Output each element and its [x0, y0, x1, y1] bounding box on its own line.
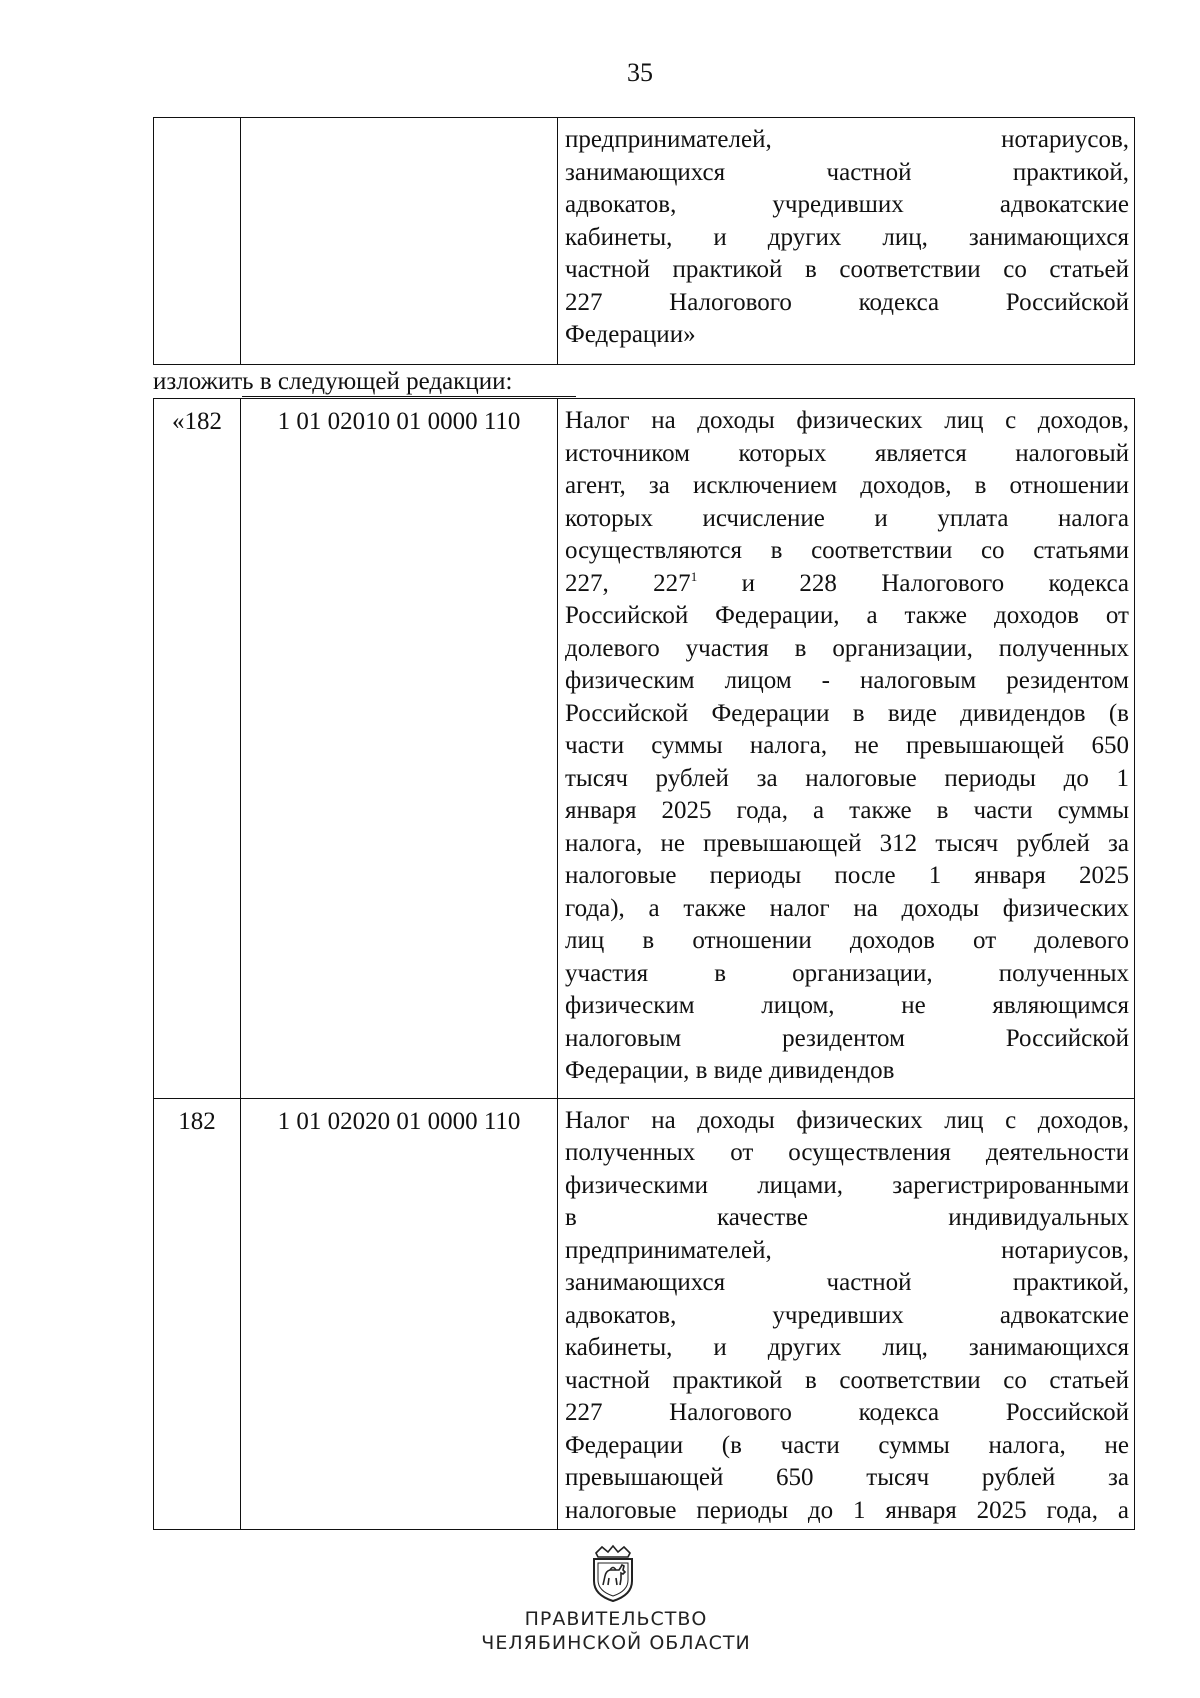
superscript: 1 — [690, 568, 698, 584]
description-line: Налог на доходы физических лиц с доходов, — [565, 407, 1129, 434]
admin-code: 182 — [178, 1107, 216, 1135]
description-line: занимающихся частной практикой, — [565, 158, 1129, 186]
description-line: физическим лицом - налоговым резидентом — [565, 667, 1129, 694]
budget-classification-code: 1 01 02010 01 0000 110 — [277, 408, 521, 435]
description-line: участия в организации, полученных — [565, 959, 1129, 987]
description-cell — [558, 1098, 1135, 1530]
description-line: осуществляются в соответствии со статьями — [565, 537, 1129, 564]
kbk-cell — [241, 399, 558, 1099]
description-line: физическими лицами, зарегистрированными — [565, 1171, 1129, 1199]
description-line: превышающей 650 тысяч рублей за — [565, 1464, 1129, 1491]
description-line: источником которых является налоговый — [565, 439, 1129, 467]
description-line: налоговым резидентом Российской — [565, 1024, 1129, 1052]
code-cell — [154, 399, 241, 1099]
description-text — [558, 399, 1134, 1098]
description-line: долевого участия в организации, полученных — [565, 634, 1129, 662]
description-line: налоговые периоды до 1 января 2025 года, а — [565, 1496, 1129, 1524]
description-line-end: и 228 Налогового кодекса — [741, 569, 1130, 597]
code-cell — [154, 1098, 241, 1530]
new-edition-table — [153, 398, 1135, 1530]
description-line: Российской Федерации, а также доходов от — [565, 602, 1129, 629]
description-line: Федерации, в виде дивидендов — [565, 1057, 895, 1084]
code-cell — [154, 118, 241, 365]
description-line: 227 Налогового кодекса Российской — [565, 288, 1129, 316]
description-line: агент, за исключением доходов, в отношении — [565, 472, 1129, 499]
kbk-cell — [241, 1098, 558, 1530]
description-line: года), а также налог на доходы физических — [565, 894, 1129, 922]
description-line: кабинеты, и других лиц, занимающихся — [565, 1334, 1129, 1361]
page-number: 35 — [627, 58, 653, 87]
description-line: которых исчисление и уплата налога — [565, 504, 1129, 532]
admin-code: «182 — [172, 408, 222, 435]
description-line: занимающихся частной практикой, — [565, 1269, 1129, 1296]
description-line: в качестве индивидуальных — [565, 1204, 1129, 1231]
description-line: лиц в отношении доходов от долевого — [565, 927, 1129, 954]
description-cell — [558, 399, 1135, 1099]
description-line: Налог на доходы физических лиц с доходов, — [565, 1106, 1129, 1134]
instruction-underline — [242, 396, 576, 397]
description-line: физическим лицом, не являющимся — [565, 992, 1129, 1019]
description-line: Федерации» — [565, 321, 696, 348]
budget-classification-code: 1 01 02020 01 0000 110 — [277, 1107, 521, 1135]
description-cell — [558, 118, 1135, 365]
chelyabinsk-coat-of-arms-icon — [588, 1543, 638, 1605]
description-line: Российской Федерации в виде дивидендов (в — [565, 699, 1129, 727]
description-line: адвокатов, учредивших адвокатские — [565, 1301, 1129, 1329]
description-line: полученных от осуществления деятельности — [565, 1139, 1129, 1166]
description-line: тысяч рублей за налоговые периоды до 1 — [565, 764, 1129, 792]
description-line: части суммы налога, не превышающей 650 — [565, 732, 1129, 759]
footer-line-1: ПРАВИТЕЛЬСТВО — [524, 1608, 708, 1630]
description-line: налога, не превышающей 312 тысяч рублей за — [565, 829, 1129, 857]
description-line: частной практикой в соответствии со статьей — [565, 256, 1129, 283]
description-line-with-superscript — [565, 568, 1129, 601]
description-line: Федерации (в части суммы налога, не — [565, 1431, 1129, 1459]
table-row — [154, 1098, 1135, 1530]
description-line: 227 Налогового кодекса Российской — [565, 1399, 1129, 1426]
description-line: налоговые периоды после 1 января 2025 — [565, 862, 1129, 889]
table-row — [154, 118, 1135, 365]
description-line: января 2025 года, а также в части суммы — [565, 797, 1129, 824]
top-table-fragment — [153, 117, 1135, 365]
amendment-instruction: изложить в следующей редакции: — [153, 368, 513, 395]
footer-line-2: ЧЕЛЯБИНСКОЙ ОБЛАСТИ — [481, 1632, 751, 1654]
kbk-cell — [241, 118, 558, 365]
description-line-start: 227, 227 — [565, 569, 691, 597]
description-line: адвокатов, учредивших адвокатские — [565, 191, 1129, 218]
description-line: частной практикой в соответствии со статьей — [565, 1366, 1129, 1394]
description-line: предпринимателей, нотариусов, — [565, 1236, 1129, 1264]
table-row — [154, 399, 1135, 1099]
description-line: предпринимателей, нотариусов, — [565, 126, 1129, 153]
description-text — [558, 118, 1134, 352]
description-text — [558, 1099, 1134, 1530]
description-line: кабинеты, и других лиц, занимающихся — [565, 223, 1129, 251]
